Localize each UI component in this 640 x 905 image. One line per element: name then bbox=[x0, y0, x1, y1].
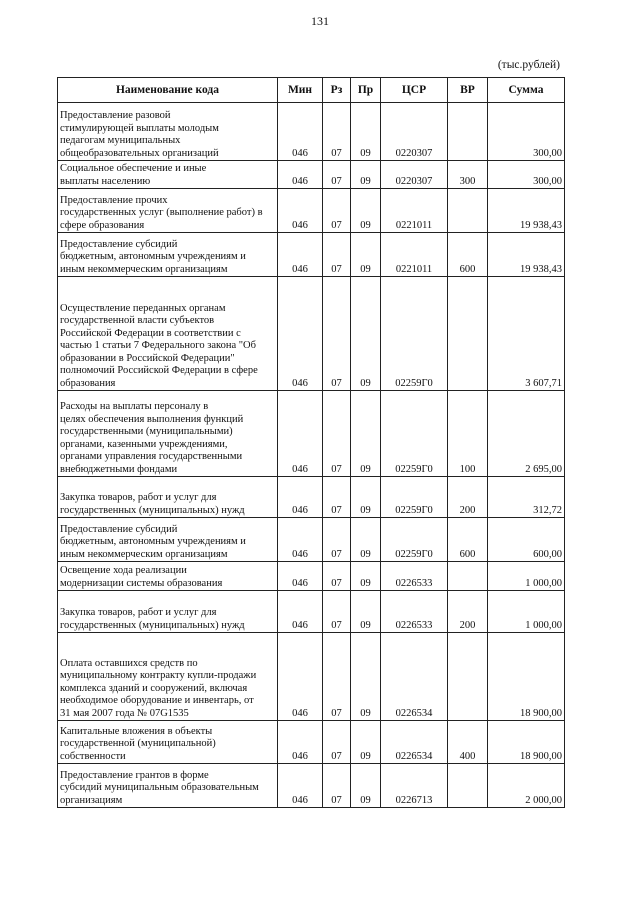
row-pr: 09 bbox=[351, 562, 381, 591]
row-vr: 100 bbox=[448, 391, 488, 477]
row-rz: 07 bbox=[323, 103, 351, 161]
row-csr: 02259Г0 bbox=[381, 477, 448, 518]
row-sum: 19 938,43 bbox=[488, 233, 565, 277]
table-row bbox=[58, 721, 565, 764]
row-name: Расходы на выплаты персоналу в целях обеспечения выполнения функций государственными (муниципальными) органами, казенными учреждениями, органами управления государственными внебюджетными фондами bbox=[58, 391, 278, 477]
row-rz: 07 bbox=[323, 391, 351, 477]
row-rz: 07 bbox=[323, 721, 351, 764]
row-min: 046 bbox=[278, 591, 323, 633]
table-row bbox=[58, 161, 565, 189]
row-csr: 0226534 bbox=[381, 721, 448, 764]
row-name: Освещение хода реализации модернизации системы образования bbox=[58, 562, 278, 591]
row-vr bbox=[448, 103, 488, 161]
row-name: Капитальные вложения в объекты государственной (муниципальной) собственности bbox=[58, 721, 278, 764]
row-csr: 0221011 bbox=[381, 189, 448, 233]
row-csr: 0220307 bbox=[381, 161, 448, 189]
row-pr: 09 bbox=[351, 103, 381, 161]
row-pr: 09 bbox=[351, 477, 381, 518]
row-sum: 18 900,00 bbox=[488, 721, 565, 764]
units-label: (тыс.рублей) bbox=[497, 59, 560, 71]
row-pr: 09 bbox=[351, 721, 381, 764]
row-min: 046 bbox=[278, 633, 323, 721]
row-name: Социальное обеспечение и иные выплаты населению bbox=[58, 161, 278, 189]
row-vr bbox=[448, 277, 488, 391]
row-sum: 2 000,00 bbox=[488, 764, 565, 808]
row-pr: 09 bbox=[351, 591, 381, 633]
row-sum: 2 695,00 bbox=[488, 391, 565, 477]
row-min: 046 bbox=[278, 721, 323, 764]
row-sum: 1 000,00 bbox=[488, 591, 565, 633]
row-sum: 300,00 bbox=[488, 103, 565, 161]
row-name: Осуществление переданных органам государственной власти субъектов Российской Федерации в соответствии с частью 1 статьи 7 Федерального закона "Об образовании в Российской Федерации" полномочий Российской Федерации в сфере образования bbox=[58, 277, 278, 391]
row-vr bbox=[448, 764, 488, 808]
row-vr: 300 bbox=[448, 161, 488, 189]
row-min: 046 bbox=[278, 189, 323, 233]
row-sum: 18 900,00 bbox=[488, 633, 565, 721]
table-row bbox=[58, 591, 565, 633]
row-name: Оплата оставшихся средств по муниципальному контракту купли-продажи комплекса зданий и сооружений, включая необходимое оборудование и инвентарь, от 31 мая 2007 года № 07G1535 bbox=[58, 633, 278, 721]
table-row bbox=[58, 518, 565, 562]
row-rz: 07 bbox=[323, 189, 351, 233]
row-csr: 0221011 bbox=[381, 233, 448, 277]
table-row bbox=[58, 562, 565, 591]
table-row bbox=[58, 764, 565, 808]
row-min: 046 bbox=[278, 391, 323, 477]
row-vr: 400 bbox=[448, 721, 488, 764]
row-rz: 07 bbox=[323, 233, 351, 277]
header-name: Наименование кода bbox=[58, 78, 278, 103]
row-rz: 07 bbox=[323, 591, 351, 633]
header-rz: Рз bbox=[323, 78, 351, 103]
row-vr bbox=[448, 562, 488, 591]
header-pr: Пр bbox=[351, 78, 381, 103]
row-rz: 07 bbox=[323, 633, 351, 721]
row-csr: 02259Г0 bbox=[381, 277, 448, 391]
table-row bbox=[58, 103, 565, 161]
row-vr: 600 bbox=[448, 518, 488, 562]
row-name: Предоставление грантов в форме субсидий муниципальным образовательным организациям bbox=[58, 764, 278, 808]
row-sum: 19 938,43 bbox=[488, 189, 565, 233]
row-pr: 09 bbox=[351, 391, 381, 477]
row-rz: 07 bbox=[323, 562, 351, 591]
row-min: 046 bbox=[278, 277, 323, 391]
row-pr: 09 bbox=[351, 161, 381, 189]
row-vr: 600 bbox=[448, 233, 488, 277]
row-min: 046 bbox=[278, 161, 323, 189]
header-sum: Сумма bbox=[488, 78, 565, 103]
row-csr: 0226534 bbox=[381, 633, 448, 721]
row-sum: 312,72 bbox=[488, 477, 565, 518]
row-name: Закупка товаров, работ и услуг для государственных (муниципальных) нужд bbox=[58, 477, 278, 518]
row-csr: 0226533 bbox=[381, 562, 448, 591]
row-csr: 0226713 bbox=[381, 764, 448, 808]
row-vr bbox=[448, 633, 488, 721]
row-rz: 07 bbox=[323, 518, 351, 562]
row-rz: 07 bbox=[323, 477, 351, 518]
table-row bbox=[58, 391, 565, 477]
row-name: Предоставление субсидий бюджетным, автономным учреждениям и иным некоммерческим организациям bbox=[58, 518, 278, 562]
row-name: Закупка товаров, работ и услуг для государственных (муниципальных) нужд bbox=[58, 591, 278, 633]
row-rz: 07 bbox=[323, 277, 351, 391]
row-name: Предоставление разовой стимулирующей выплаты молодым педагогам муниципальных общеобразовательных организаций bbox=[58, 103, 278, 161]
row-min: 046 bbox=[278, 562, 323, 591]
header-vr: ВР bbox=[448, 78, 488, 103]
table-row bbox=[58, 233, 565, 277]
row-pr: 09 bbox=[351, 233, 381, 277]
row-pr: 09 bbox=[351, 518, 381, 562]
row-sum: 1 000,00 bbox=[488, 562, 565, 591]
row-min: 046 bbox=[278, 518, 323, 562]
row-pr: 09 bbox=[351, 277, 381, 391]
row-pr: 09 bbox=[351, 633, 381, 721]
row-csr: 0220307 bbox=[381, 103, 448, 161]
header-csr: ЦСР bbox=[381, 78, 448, 103]
budget-table bbox=[57, 77, 565, 808]
table-header-row bbox=[58, 78, 565, 103]
row-rz: 07 bbox=[323, 161, 351, 189]
table-row bbox=[58, 477, 565, 518]
row-sum: 600,00 bbox=[488, 518, 565, 562]
table-row bbox=[58, 189, 565, 233]
row-sum: 3 607,71 bbox=[488, 277, 565, 391]
row-min: 046 bbox=[278, 233, 323, 277]
row-sum: 300,00 bbox=[488, 161, 565, 189]
table-row bbox=[58, 633, 565, 721]
row-name: Предоставление субсидий бюджетным, автономным учреждениям и иным некоммерческим организациям bbox=[58, 233, 278, 277]
row-min: 046 bbox=[278, 103, 323, 161]
row-vr: 200 bbox=[448, 477, 488, 518]
row-csr: 02259Г0 bbox=[381, 391, 448, 477]
page-number: 131 bbox=[311, 14, 329, 28]
table-row bbox=[58, 277, 565, 391]
row-vr bbox=[448, 189, 488, 233]
row-csr: 02259Г0 bbox=[381, 518, 448, 562]
row-pr: 09 bbox=[351, 189, 381, 233]
row-min: 046 bbox=[278, 477, 323, 518]
header-min: Мин bbox=[278, 78, 323, 103]
row-min: 046 bbox=[278, 764, 323, 808]
row-csr: 0226533 bbox=[381, 591, 448, 633]
row-pr: 09 bbox=[351, 764, 381, 808]
row-vr: 200 bbox=[448, 591, 488, 633]
row-rz: 07 bbox=[323, 764, 351, 808]
row-name: Предоставление прочих государственных услуг (выполнение работ) в сфере образования bbox=[58, 189, 278, 233]
